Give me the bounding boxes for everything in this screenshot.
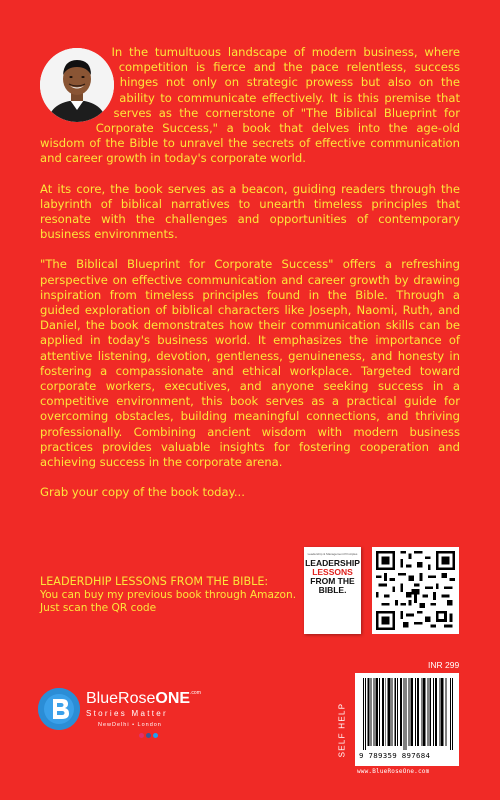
book-thumb-title-1: LEADERSHIP — [305, 558, 360, 568]
promo-line-2: Just scan the QR code — [40, 602, 157, 614]
publisher-name-part1: BlueRose — [86, 690, 156, 707]
paragraph-1: In the tumultuous landscape of modern business, where competition is fierce and the pace relentless, success hinges not only on strategic prowess but also on the ability to communicate effectively. It is this premise that serves as the cornerstone of "The Biblical Blueprint for Corporate Success," a book that delves into the age-old wisdom of the Bible to unravel the secrets of effective communication and career growth in today's corporate world. — [40, 45, 460, 166]
promo-heading: LEADERDHIP LESSONS FROM THE BIBLE: — [40, 575, 269, 588]
category-label — [335, 690, 349, 770]
bluerose-logo-icon — [38, 688, 80, 730]
blurb-text — [40, 45, 460, 515]
category-text: SELF HELP — [337, 702, 347, 758]
publisher-tagline: Stories Matter — [86, 709, 168, 718]
qr-code-icon — [376, 551, 455, 630]
publisher-logo — [38, 688, 80, 730]
call-to-action: Grab your copy of the book today... — [40, 485, 245, 500]
paragraph-2: At its core, the book serves as a beacon, guiding readers through the labyrinth of biblical narratives to unearth timeless principles that resonate with the challenges and opportunities of contemporary business environments. — [40, 181, 460, 242]
publisher-name — [86, 690, 201, 708]
facebook-icon[interactable] — [146, 733, 151, 738]
book-thumb-title-2: LESSONS — [312, 567, 353, 577]
isbn-number: 9 789359 897684 — [359, 751, 431, 760]
instagram-icon[interactable] — [139, 733, 144, 738]
publisher-name-part2: ONE — [155, 690, 191, 707]
paragraph-3: "The Biblical Blueprint for Corporate Success" offers a refreshing perspective on effective communication and career growth by drawing inspiration from timeless principles found in the Bible. Through a guided exploration of biblical characters like Joseph, Naomi, Ruth, and Daniel, the book demonstrates how their communication skills can be applied in today's business world. It emphasizes the importance of attentive listening, devotion, gentleness, genuineness, and honesty in fostering a compassionate and ethical workplace. Targeted toward corporate workers, executives, and anyone seeking success in a competitive environment, this book serves as a practical guide for overcoming obstacles, building meaningful connections, and thriving professionally. Combining ancient wisdom with modern business practices provides valuable insights for fostering cooperation and achieving success in the corporate arena. — [40, 257, 460, 470]
author-photo — [40, 48, 114, 122]
book-thumb-small-text: Leadership & Management Principles — [307, 552, 358, 556]
previous-book-cover — [304, 547, 361, 634]
author-portrait-icon — [40, 48, 114, 122]
publisher-website[interactable]: www.BlueRoseOne.com — [357, 768, 430, 775]
twitter-icon[interactable] — [153, 733, 158, 738]
publisher-branding — [38, 688, 238, 748]
previous-book-promo — [40, 575, 300, 616]
amazon-qr-code[interactable] — [372, 547, 459, 634]
promo-line-1: You can buy my previous book through Amazon. — [40, 588, 297, 601]
publisher-name-suffix: .com — [190, 690, 201, 696]
price-label: INR 299 — [428, 660, 460, 670]
isbn-barcode — [355, 673, 459, 766]
social-icons — [139, 733, 158, 738]
publisher-cities: NewDelhi • London — [98, 722, 162, 728]
barcode-icon — [363, 678, 453, 750]
book-thumb-title-3: FROM THE BIBLE. — [310, 576, 355, 595]
